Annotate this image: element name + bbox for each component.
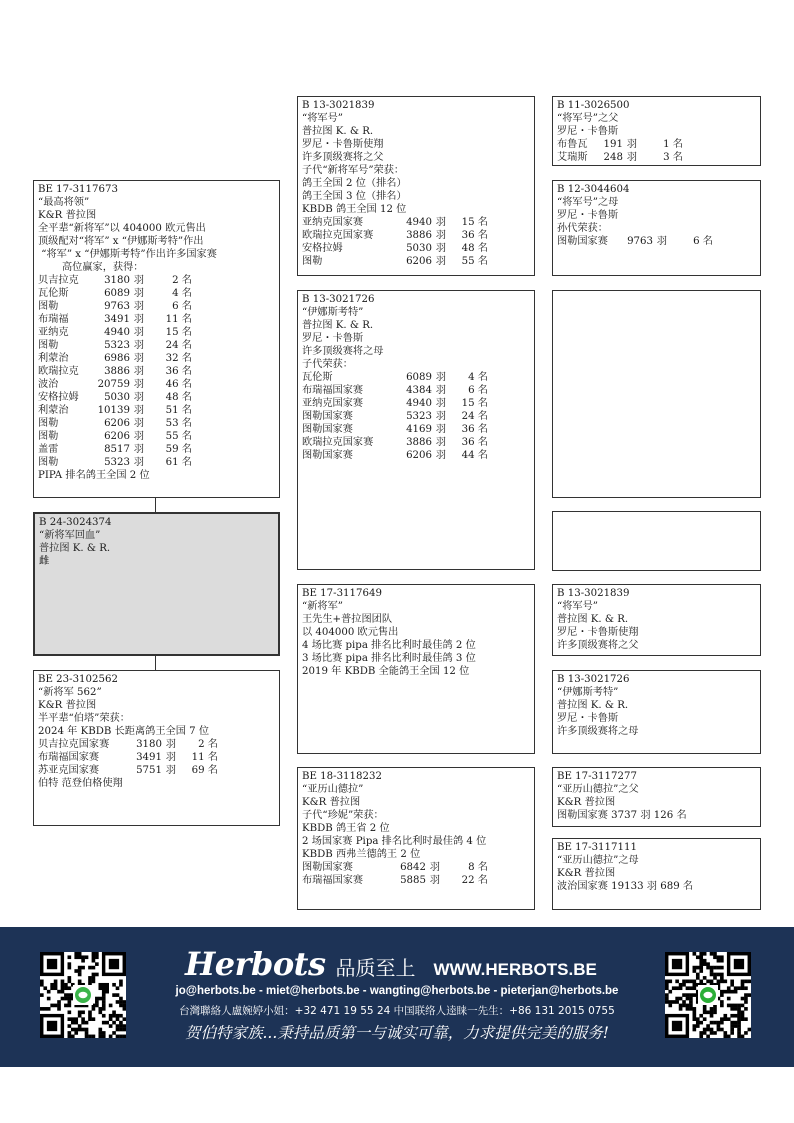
race-location: 布瑞福国家赛	[302, 875, 364, 886]
bird-count: 3180	[104, 275, 130, 286]
bird-count: 5030	[104, 392, 130, 403]
race-location: 欧瑞拉克国家赛	[302, 437, 374, 448]
rank: 32 名	[165, 353, 192, 364]
rank: 11 名	[165, 314, 192, 325]
bird-unit: 羽	[435, 256, 447, 267]
race-location: 亚纳克国家赛	[302, 398, 364, 409]
result-row	[38, 352, 276, 365]
result-row	[38, 417, 276, 430]
bird-name: “亚历山德拉”之父	[557, 784, 639, 795]
result-row	[302, 384, 531, 397]
pedigree-box-sire-dam	[297, 290, 535, 570]
ring-number: BE 23-3102562	[38, 674, 118, 685]
bird-unit: 羽	[133, 275, 145, 286]
text-line: “将军” x “伊娜斯考特”作出许多国家赛	[38, 249, 217, 260]
pedigree-box-dsd	[552, 670, 761, 754]
text-line: 波治国家赛 19133 羽 689 名	[557, 881, 694, 892]
bird-count: 6089	[104, 288, 130, 299]
slogan: 品质至上	[335, 956, 416, 980]
bird-unit: 羽	[165, 739, 177, 750]
bird-name: “将军号”之父	[557, 113, 619, 124]
rank: 36 名	[461, 230, 488, 241]
text-line: 罗尼・卡鲁斯	[302, 333, 364, 344]
text-line: 子代“珍妮”荣获：	[302, 810, 384, 821]
result-row	[302, 371, 531, 384]
bird-count: 4940	[406, 398, 432, 409]
contact-persons: 台灣聯絡人盧婉婷小姐：+32 471 19 55 24 中国联络人逵睐一先生：+86 131 2015 0755	[179, 1005, 615, 1017]
bird-unit: 羽	[165, 765, 177, 776]
race-location: 瓦伦斯	[38, 288, 69, 299]
bird-unit: 羽	[626, 139, 638, 150]
race-location: 图勒国家赛	[302, 411, 353, 422]
race-location: 欧瑞拉克	[38, 366, 79, 377]
bird-count: 6986	[104, 353, 130, 364]
pedigree-box-sire	[33, 180, 280, 498]
bird-count: 5323	[104, 340, 130, 351]
bird-name: “伊娜斯考特”	[302, 307, 364, 318]
result-row	[302, 255, 531, 268]
rank: 61 名	[165, 457, 192, 468]
results-list	[302, 371, 531, 462]
bird-count: 4940	[406, 217, 432, 228]
rank: 36 名	[461, 437, 488, 448]
bird-count: 5323	[406, 411, 432, 422]
bird-unit: 羽	[435, 243, 447, 254]
rank: 15 名	[461, 398, 488, 409]
rank: 2 名	[172, 275, 192, 286]
race-location: 图勒	[38, 340, 59, 351]
result-row	[302, 410, 531, 423]
race-location: 图勒国家赛	[302, 450, 353, 461]
bird-count: 4940	[104, 327, 130, 338]
breeder: 普拉图 K. & R.	[302, 126, 374, 137]
footer-banner	[0, 927, 794, 1067]
result-row	[302, 436, 531, 449]
race-location: 贝吉拉克国家赛	[38, 739, 110, 750]
bird-count: 5885	[400, 875, 426, 886]
bird-count: 4169	[406, 424, 432, 435]
bird-unit: 羽	[435, 217, 447, 228]
rank: 36 名	[461, 424, 488, 435]
rank: 2 名	[198, 739, 218, 750]
bird-unit: 羽	[133, 353, 145, 364]
result-row	[38, 300, 276, 313]
bird-count: 6206	[406, 256, 432, 267]
bird-count: 6206	[104, 418, 130, 429]
ring-number: B 12-3044604	[557, 184, 630, 195]
rank: 46 名	[165, 379, 192, 390]
pedigree-box-sire-sire	[297, 96, 535, 276]
rank: 44 名	[461, 450, 488, 461]
text-line: 全平辈“新将军”以 404000 欧元售出	[38, 223, 206, 234]
sex: 雌	[39, 556, 50, 567]
text-line: 子代荣获：	[302, 359, 353, 370]
bird-unit: 羽	[133, 431, 145, 442]
bird-count: 5030	[406, 243, 432, 254]
race-location: 图勒	[38, 418, 59, 429]
bird-unit: 羽	[435, 385, 447, 396]
bird-unit: 羽	[435, 372, 447, 383]
result-row	[302, 874, 531, 887]
bird-unit: 羽	[133, 340, 145, 351]
race-location: 欧瑞拉克国家赛	[302, 230, 374, 241]
bird-unit: 羽	[435, 411, 447, 422]
result-row	[302, 229, 531, 242]
result-row	[302, 216, 531, 229]
text-line: 4 场比赛 pipa 排名比利时最佳鸽 2 位	[302, 640, 476, 651]
bird-unit: 羽	[133, 392, 145, 403]
bird-name: “最高将领”	[38, 197, 90, 208]
result-row	[38, 738, 276, 751]
qr-code-wechat	[665, 952, 751, 1038]
email-addresses[interactable]: jo@herbots.be - miet@herbots.be - wangting@herbots.be - pieterjan@herbots.be	[175, 985, 619, 997]
result-row	[38, 430, 276, 443]
bird-unit: 羽	[133, 405, 145, 416]
pedigree-box-dss	[552, 584, 761, 656]
bird-count: 3491	[136, 752, 162, 763]
bird-unit: 羽	[133, 379, 145, 390]
text-line: 顶级配对“将军” x “伊娜斯考特”作出	[38, 236, 204, 247]
result-row	[38, 404, 276, 417]
bird-count: 6089	[406, 372, 432, 383]
ring-number: BE 17-3117111	[557, 842, 637, 853]
text-line: 鸽王全国 2 位（排名）	[302, 178, 407, 189]
text-line: 2019 年 KBDB 全能鸽王全国 12 位	[302, 666, 470, 677]
text-line: 罗尼・卡鲁斯使翔	[302, 139, 384, 150]
race-location: 利蒙治	[38, 405, 69, 416]
result-row	[557, 138, 757, 151]
bird-unit: 羽	[656, 236, 668, 247]
result-row	[38, 365, 276, 378]
ring-number: B 13-3021726	[302, 294, 375, 305]
bird-unit: 羽	[435, 450, 447, 461]
text-line: KBDB 鸽王省 2 位	[302, 823, 390, 834]
breeder: 普拉图 K. & R.	[557, 700, 629, 711]
result-row	[302, 242, 531, 255]
results-list	[557, 235, 757, 248]
bird-unit: 羽	[133, 418, 145, 429]
race-location: 盖雷	[38, 444, 59, 455]
race-location: 瓦伦斯	[302, 372, 333, 383]
bird-count: 4384	[406, 385, 432, 396]
rank: 1 名	[663, 139, 683, 150]
brand-line	[185, 945, 625, 981]
text-line: 高位赢家，获得：	[62, 262, 144, 273]
pedigree-box-ssd	[552, 180, 761, 276]
result-row	[557, 235, 757, 248]
result-row	[38, 764, 276, 777]
pedigree-box-subject	[33, 512, 280, 656]
text-line: 罗尼・卡鲁斯使翔	[557, 627, 639, 638]
rank: 6 名	[468, 385, 488, 396]
result-row	[302, 861, 531, 874]
rank: 4 名	[468, 372, 488, 383]
bird-unit: 羽	[133, 314, 145, 325]
rank: 48 名	[461, 243, 488, 254]
ring-number: B 24-3024374	[39, 517, 112, 528]
text-line: 子代“新将军号”荣获：	[302, 165, 405, 176]
bird-count: 5751	[136, 765, 162, 776]
bird-unit: 羽	[133, 457, 145, 468]
pedigree-box-dam	[33, 670, 280, 826]
bird-count: 248	[603, 152, 623, 163]
bird-count: 3886	[104, 366, 130, 377]
ring-number: BE 18-3118232	[302, 771, 382, 782]
rank: 15 名	[461, 217, 488, 228]
results-list	[302, 216, 531, 268]
text-line: 孙代荣获：	[557, 223, 608, 234]
race-location: 布瑞福国家赛	[302, 385, 364, 396]
breeder: K&R 普拉图	[302, 797, 361, 808]
qr-code-line	[40, 952, 126, 1038]
text-line: 2 场国家赛 Pipa 排名比利时最佳鸽 4 位	[302, 836, 487, 847]
rank: 55 名	[461, 256, 488, 267]
bird-unit: 羽	[435, 424, 447, 435]
bird-count: 3180	[136, 739, 162, 750]
pedigree-box-ddd	[552, 838, 761, 910]
breeder: K&R 普拉图	[557, 797, 616, 808]
pipa-ranking: PIPA 排名鸽王全国 2 位	[38, 470, 150, 481]
breeder: 罗尼・卡鲁斯	[557, 126, 619, 137]
race-location: 亚纳克国家赛	[302, 217, 364, 228]
text-line: KBDB 西弗兰德鸽王 2 位	[302, 849, 421, 860]
rank: 6 名	[172, 301, 192, 312]
rank: 6 名	[693, 236, 713, 247]
rank: 36 名	[165, 366, 192, 377]
bird-count: 3886	[406, 230, 432, 241]
text-line: 2024 年 KBDB 长距离鸽王全国 7 位	[38, 726, 210, 737]
ring-number: BE 17-3117277	[557, 771, 637, 782]
bird-count: 3491	[104, 314, 130, 325]
rank: 22 名	[461, 875, 488, 886]
result-row	[38, 326, 276, 339]
bird-unit: 羽	[429, 875, 441, 886]
rank: 59 名	[165, 444, 192, 455]
bird-name: “亚历山德拉”之母	[557, 855, 639, 866]
bird-name: “将军号”之母	[557, 197, 619, 208]
connector-subject-dam	[155, 655, 156, 670]
bird-name: “新将军 562”	[38, 687, 102, 698]
pedigree-box-sds	[552, 290, 761, 498]
results-list	[302, 861, 531, 887]
bird-name: “亚历山德拉”	[302, 784, 364, 795]
connector-sire-subject	[155, 497, 156, 512]
text-line: 3 场比赛 pipa 排名比利时最佳鸽 3 位	[302, 653, 476, 664]
rank: 8 名	[468, 862, 488, 873]
rank: 69 名	[191, 765, 218, 776]
results-list	[38, 274, 276, 469]
bird-name: “将军号”	[557, 601, 598, 612]
breeder: 普拉图 K. & R.	[302, 320, 374, 331]
bird-count: 6842	[400, 862, 426, 873]
race-location: 图勒	[38, 431, 59, 442]
result-row	[302, 397, 531, 410]
ring-number: B 13-3021839	[302, 100, 375, 111]
result-row	[38, 378, 276, 391]
results-list	[557, 138, 757, 164]
race-location: 布鲁瓦	[557, 139, 588, 150]
ring-number: B 13-3021839	[557, 588, 630, 599]
bird-unit: 羽	[133, 366, 145, 377]
pedigree-box-dam-dam	[297, 767, 535, 910]
bird-unit: 羽	[133, 301, 145, 312]
bird-count: 9763	[104, 301, 130, 312]
bird-unit: 羽	[435, 398, 447, 409]
race-location: 图勒	[38, 457, 59, 468]
result-row	[38, 456, 276, 469]
text-line: 许多顶级赛将之父	[557, 640, 639, 651]
ring-number: BE 17-3117649	[302, 588, 382, 599]
bird-unit: 羽	[133, 444, 145, 455]
bird-name: “伊娜斯考特”	[557, 687, 619, 698]
result-row	[38, 751, 276, 764]
breeder: 王先生+普拉图团队	[302, 614, 393, 625]
bird-count: 3886	[406, 437, 432, 448]
breeder: K&R 普拉图	[38, 210, 97, 221]
results-list	[38, 738, 276, 777]
result-row	[38, 339, 276, 352]
bird-count: 6206	[406, 450, 432, 461]
rank: 15 名	[165, 327, 192, 338]
breeder: K&R 普拉图	[557, 868, 616, 879]
bird-count: 6206	[104, 431, 130, 442]
rank: 11 名	[191, 752, 218, 763]
rank: 4 名	[172, 288, 192, 299]
pedigree-box-dam-sire	[297, 584, 535, 754]
result-row	[38, 274, 276, 287]
result-row	[302, 423, 531, 436]
ring-number: B 13-3021726	[557, 674, 630, 685]
website-link[interactable]: WWW.HERBOTS.BE	[433, 960, 597, 979]
bird-name: “新将军”	[302, 601, 343, 612]
bird-count: 5323	[104, 457, 130, 468]
bird-count: 20759	[97, 379, 130, 390]
pedigree-box-sss	[552, 96, 761, 166]
ring-number: B 11-3026500	[557, 100, 630, 111]
bird-count: 8517	[104, 444, 130, 455]
race-location: 布瑞福国家赛	[38, 752, 100, 763]
rank: 51 名	[165, 405, 192, 416]
rank: 48 名	[165, 392, 192, 403]
bird-count: 191	[603, 139, 623, 150]
text-line: 罗尼・卡鲁斯	[557, 713, 619, 724]
result-row	[557, 151, 757, 164]
race-location: 贝吉拉克	[38, 275, 79, 286]
result-row	[38, 313, 276, 326]
race-location: 图勒	[38, 301, 59, 312]
motto: 贺伯特家族...秉持品质第一与诚实可靠，力求提供完美的服务!	[184, 1024, 609, 1042]
pedigree-box-sdd	[552, 511, 761, 571]
result-row	[38, 287, 276, 300]
race-location: 利蒙治	[38, 353, 69, 364]
race-location: 苏亚克国家赛	[38, 765, 100, 776]
text-line: 以 404000 欧元售出	[302, 627, 399, 638]
bird-unit: 羽	[133, 327, 145, 338]
rank: 3 名	[663, 152, 683, 163]
race-location: 图勒国家赛	[302, 862, 353, 873]
breeder: 普拉图 K. & R.	[39, 543, 111, 554]
text-line: KBDB 鸽王全国 12 位	[302, 204, 407, 215]
breeder: 罗尼・卡鲁斯	[557, 210, 619, 221]
result-row	[302, 449, 531, 462]
bird-count: 9763	[627, 236, 653, 247]
race-location: 艾瑞斯	[557, 152, 588, 163]
bird-unit: 羽	[435, 230, 447, 241]
race-location: 图勒国家赛	[557, 236, 608, 247]
bird-unit: 羽	[626, 152, 638, 163]
ring-number: BE 17-3117673	[38, 184, 118, 195]
bird-name: “将军号”	[302, 113, 343, 124]
result-row	[38, 391, 276, 404]
rank: 53 名	[165, 418, 192, 429]
text-line: 图勒国家赛 3737 羽 126 名	[557, 810, 687, 821]
race-location: 图勒	[302, 256, 323, 267]
rank: 24 名	[461, 411, 488, 422]
rank: 55 名	[165, 431, 192, 442]
text-line: 许多顶级赛将之父	[302, 152, 384, 163]
race-location: 亚纳克	[38, 327, 69, 338]
text-line: 许多顶级赛将之母	[557, 726, 639, 737]
race-location: 波治	[38, 379, 59, 390]
race-location: 图勒国家赛	[302, 424, 353, 435]
text-line: 鸽王全国 3 位（排名）	[302, 191, 407, 202]
result-row	[38, 443, 276, 456]
rank: 24 名	[165, 340, 192, 351]
bird-unit: 羽	[133, 288, 145, 299]
herbots-logo: Herbots	[185, 945, 326, 983]
text-line: 伯特 范登伯格使翔	[38, 778, 123, 789]
bird-unit: 羽	[165, 752, 177, 763]
breeder: 普拉图 K. & R.	[557, 614, 629, 625]
bird-unit: 羽	[435, 437, 447, 448]
bird-unit: 羽	[429, 862, 441, 873]
pedigree-box-dds	[552, 767, 761, 827]
text-line: 半平辈“伯塔”荣获：	[38, 713, 130, 724]
text-line: 许多顶级赛将之母	[302, 346, 384, 357]
breeder: K&R 普拉图	[38, 700, 97, 711]
bird-name: “新将军回血”	[39, 530, 101, 541]
bird-count: 10139	[97, 405, 130, 416]
race-location: 安格拉姆	[38, 392, 79, 403]
race-location: 布瑞福	[38, 314, 69, 325]
race-location: 安格拉姆	[302, 243, 343, 254]
